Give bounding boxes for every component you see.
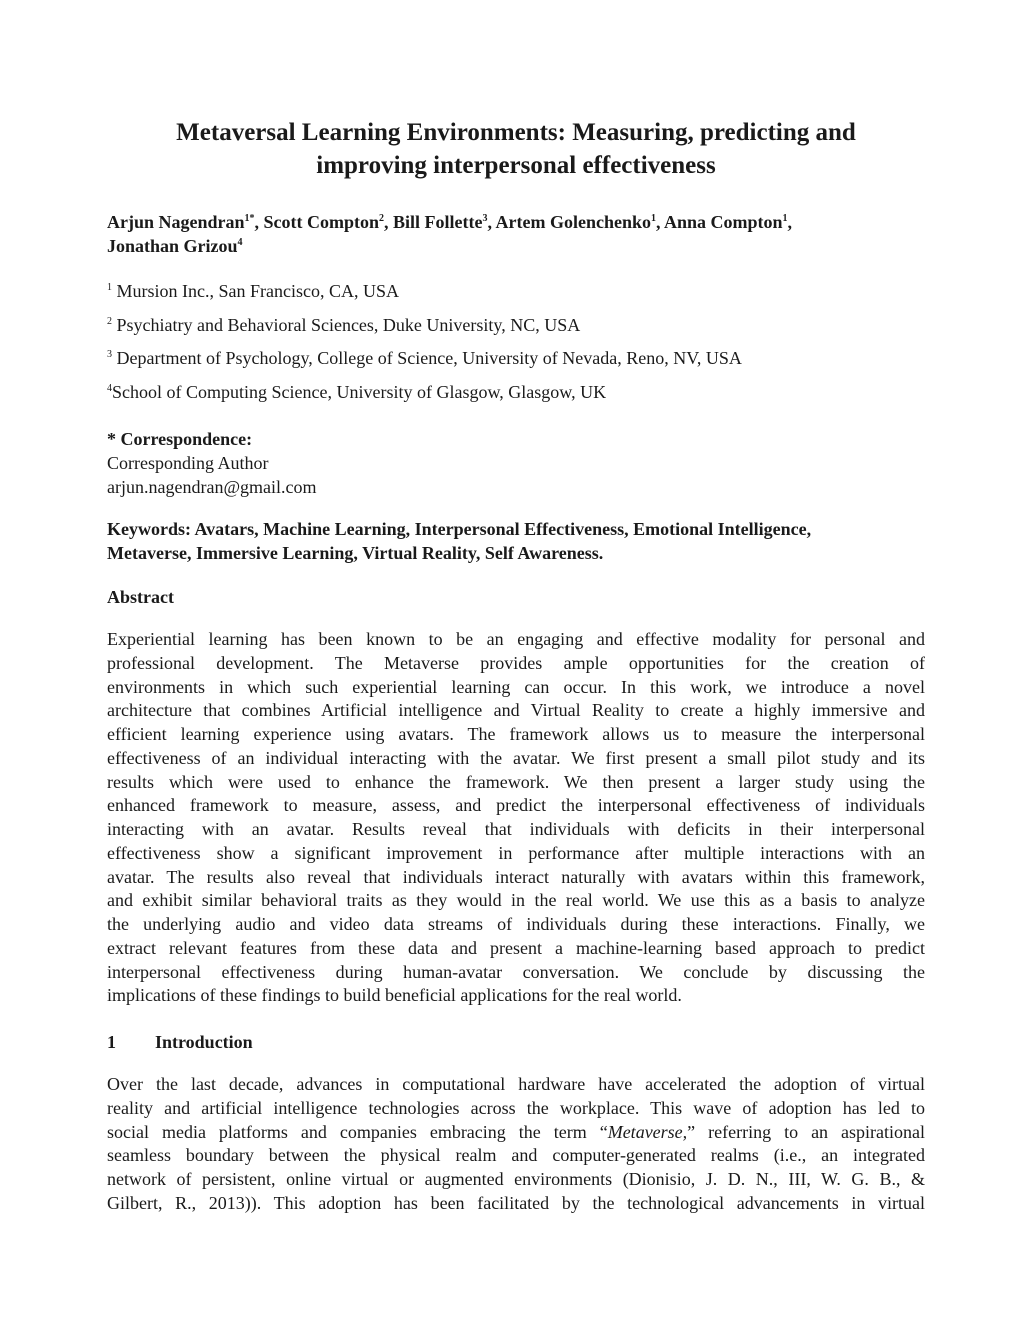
affiliation-number: 1 [107,282,112,293]
introduction-line: reality and artificial intelligence technologies across the workplace. This wave of adoption has led to [107,1097,925,1118]
abstract-line: professional development. The Metaverse provides ample opportunities for the creation of [107,652,925,673]
author-separator: , [384,212,394,232]
introduction-line: seamless boundary between the physical realm and computer-generated realms (i.e., an integrated [107,1145,925,1166]
affiliation-number: 4 [107,383,112,394]
title-line: improving interpersonal effectiveness [316,152,716,179]
abstract-line: avatar. The results also reveal that individuals interact naturally with avatars within this framework, [107,866,925,887]
author-name: Anna Compton [664,212,783,232]
author-name: Bill Follette [393,212,483,232]
introduction-heading [107,1030,253,1054]
author-affiliation-mark: 1 [651,213,656,224]
abstract-line: environments in which such experiential learning can occur. In this work, we introduce a novel [107,676,925,697]
abstract-line: interacting with an avatar. Results reveal that individuals with deficits in their interpersonal [107,819,925,839]
affiliation-text: Department of Psychology, College of Science, University of Nevada, Reno, NV, USA [112,348,742,368]
affiliation [107,280,399,302]
correspondence-heading: * Correspondence: [107,429,253,449]
author-affiliation-mark: 4 [237,237,243,248]
author-affiliation-mark: 1* [244,213,255,224]
abstract-line: effectiveness of an individual interacting with the avatar. We first present a small pilot study and its [107,747,925,768]
author-affiliation-mark: 2 [379,213,385,224]
affiliation [107,314,580,336]
author-separator: , [656,212,665,232]
correspondence-block [107,427,317,499]
affiliation-text: Mursion Inc., San Francisco, CA, USA [112,281,399,301]
abstract-line: Experiential learning has been known to be an engaging and effective modality for personal and [107,629,925,649]
abstract-line: and exhibit similar behavioral traits as they would in the real world. We use this as a basis to analyze [107,890,925,911]
abstract-line: extract relevant features from these data and present a machine-learning based approach to predict [107,937,925,958]
introduction-line: Over the last decade, advances in computational hardware have accelerated the adoption of virtual [107,1074,925,1094]
introduction-line: social media platforms and companies embracing the term “Metaverse,” referring to an aspirational [107,1121,926,1142]
introduction-body [107,1073,925,1216]
author-affiliation-mark: 3 [482,213,488,224]
abstract-body [107,628,925,1008]
author-separator: , [487,212,496,232]
abstract-line: implications of these findings to build beneficial applications for the real world. [107,985,682,1006]
author-separator: , [787,212,793,232]
abstract-line: interpersonal effectiveness during human-avatar conversation. We conclude by discussing the [107,961,925,982]
author-separator: , [254,212,264,232]
affiliation-text: Psychiatry and Behavioral Sciences, Duke University, NC, USA [112,315,581,335]
abstract-line: architecture that combines Artificial intelligence and Virtual Reality to create a highly immersive and [107,700,925,721]
abstract-heading: Abstract [107,587,174,607]
section-number: 1 [107,1032,116,1052]
section-title: Introduction [155,1032,253,1052]
title-line: Metaversal Learning Environments: Measuring, predicting and [176,119,856,146]
author-name: Jonathan Grizou [107,236,238,256]
introduction-line: network of persistent, online virtual or augmented environments (Dionisio, J. D. N., III, W. G. B., & [107,1169,925,1189]
author-affiliation-mark: 1 [782,213,788,224]
introduction-line: Gilbert, R., 2013)). This adoption has been facilitated by the technological advancements in virtual [107,1192,925,1213]
author-name: Artem Golenchenko [495,212,651,232]
affiliation-text: School of Computing Science, University of Glasgow, Glasgow, UK [112,382,607,402]
author-name: Scott Compton [263,212,380,232]
abstract-line: results which were used to enhance the framework. We then present a larger study using the [107,771,925,792]
keywords [107,517,925,565]
keywords-line: Keywords: Avatars, Machine Learning, Interpersonal Effectiveness, Emotional Intelligence, [107,519,812,539]
correspondence-role: Corresponding Author [107,453,269,473]
author-list [107,210,925,258]
abstract-line: efficient learning experience using avatars. The framework allows us to measure the interpersonal [107,724,925,744]
affiliation-number: 2 [107,316,112,327]
affiliation [107,347,742,369]
affiliation-number: 3 [107,349,112,360]
keywords-line: Metaverse, Immersive Learning, Virtual Reality, Self Awareness. [107,543,604,563]
abstract-line: enhanced framework to measure, assess, and predict the interpersonal effectiveness of individuals [107,795,925,816]
author-name: Arjun Nagendran [107,212,245,232]
abstract-line: effectiveness show a significant improvement in performance after multiple interactions with an [107,842,925,863]
correspondence-email[interactable]: arjun.nagendran@gmail.com [107,477,317,497]
paper-title [107,116,925,182]
abstract-line: the underlying audio and video data streams of individuals during these interactions. Finally, we [107,914,925,934]
affiliation [107,381,606,403]
